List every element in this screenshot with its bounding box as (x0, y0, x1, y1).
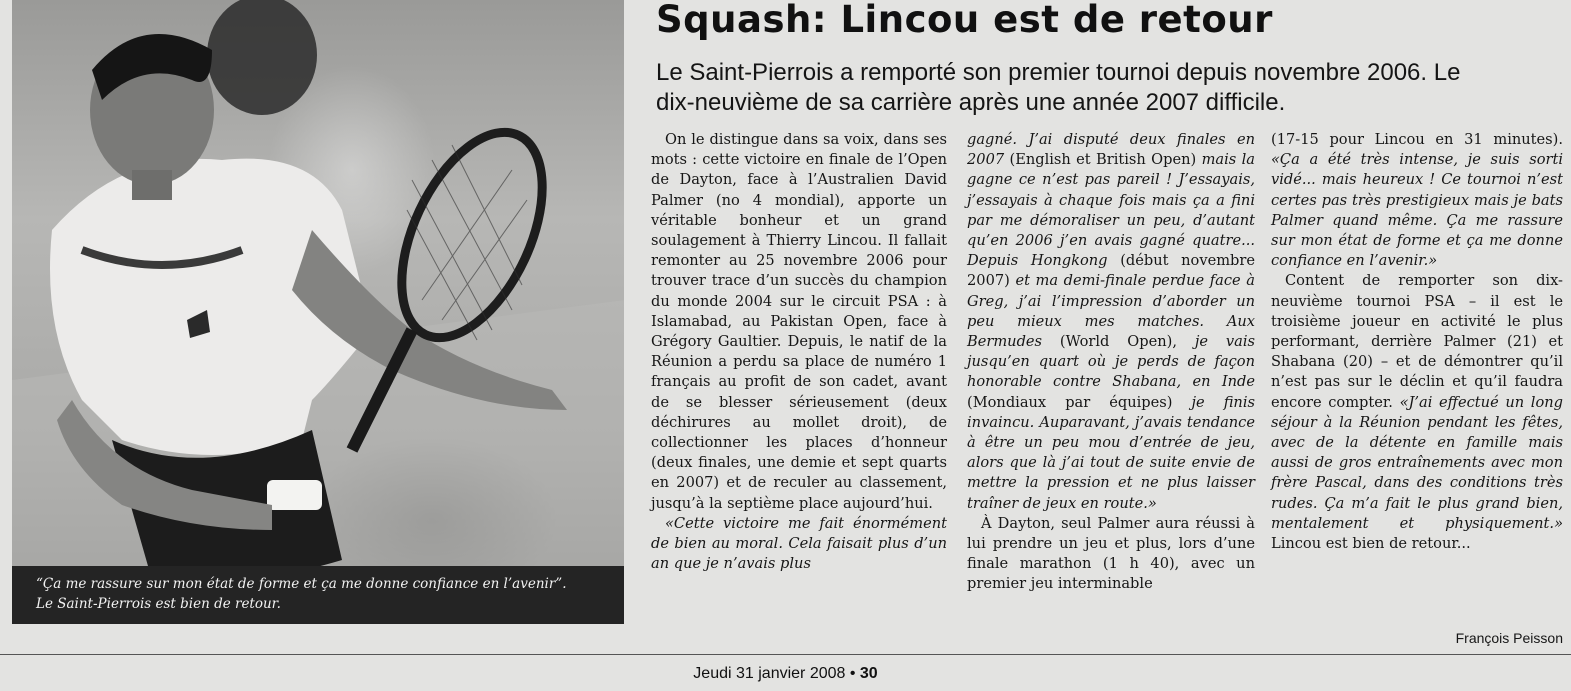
article-photo (12, 0, 624, 624)
article-column-1 (651, 130, 947, 574)
quote-text: mais la gagne ce n’est pas pareil ! J’essayais, j’essayais à chaque fois mais ça a fini par me démoraliser un peu, d’autant qu’en 2006 j’en avais gagné quatre... Depuis Hongkong (967, 151, 1255, 270)
paragraph: À Dayton, seul Palmer aura réussi à lui prendre un jeu et plus, lors d’une finale marathon (1 h 40), avec un premier jeu interminable (967, 514, 1255, 593)
aside-text: (Mondiaux par équipes) (967, 393, 1192, 411)
photo-caption-quote: “Ça me rassure sur mon état de forme et ça me donne confiance en l’avenir”. (36, 576, 567, 592)
paragraph (1271, 271, 1563, 554)
paragraph-quote (651, 514, 947, 575)
article-deck: Le Saint-Pierrois a remporté son premier tournoi depuis novembre 2006. Le dix-neuvième de sa carrière après une année 2007 difficile. (656, 59, 1461, 116)
quote-text: je vais jusqu’en quart où je perds de façon honorable contre Shabana, en Inde (967, 333, 1255, 391)
article-column-2 (967, 130, 1255, 595)
body-text: Lincou est bien de retour... (1271, 535, 1471, 553)
body-text: Content de remporter son dix-neuvième tournoi PSA – il est le troisième joueur en activité le plus performant, derrière Palmer (21) et Shabana (20) – et de démontrer qu’il n’est pas sur le déclin et qu’il faudra encore compter. (1271, 272, 1563, 411)
article-byline: François Peisson (1455, 630, 1563, 646)
aside-text: (début novembre 2007) (967, 252, 1255, 290)
page-footer (0, 665, 1571, 683)
quote-text: gagné. J’ai disputé deux finales en 2007 (967, 131, 1255, 169)
aside-text: (English et British Open) (1004, 151, 1202, 169)
paragraph-quote-continued (967, 130, 1255, 514)
paragraph: On le distingue dans sa voix, dans ses mots : cette victoire en finale de l’Open de Dayton, face à l’Australien David Palmer (no 4 mondial), apporte un véritable bonheur et un grand soulagement à Thierry Lincou. Il fallait remonter au 25 novembre 2006 pour trouver trace d’un succès du champion du monde 2004 sur le circuit PSA : à Islamabad, au Pakistan Open, face à Grégory Gaultier. Depuis, le natif de la Réunion a perdu sa place de numéro 1 français au profit de son cadet, avant de se blesser sérieusement (deux déchirures au mollet droit), de collectionner les places d’honneur (deux finales, une demie et sept quarts en 2007) et de reculer au classement, jusqu’à la septième place aujourd’hui. (651, 131, 947, 512)
article-headline: Squash: Lincou est de retour (656, 0, 1273, 41)
footer-date: Jeudi 31 janvier 2008 • (693, 665, 856, 682)
show-through-text (630, 0, 650, 620)
aside-text: (17-15 pour Lincou en 31 minutes). (1271, 131, 1563, 148)
article-column-3 (1271, 130, 1563, 554)
photo-caption-text: Le Saint-Pierrois est bien de retour. (36, 596, 281, 612)
footer-divider (0, 654, 1571, 655)
squash-player-illustration (12, 0, 624, 624)
quote-text: «J’ai effectué un long séjour à la Réunion pendant les fêtes, avec de la détente en famille mais aussi de gros entraînements avec mon frère Pascal, dans des conditions très rudes. Ça m’a fait le plus grand bien, mentalement et physiquement.» (1271, 393, 1563, 532)
quote-text: et ma demi-finale perdue face à Greg, j’ai l’impression d’aborder un peu mieux mes matches. Aux Bermudes (967, 272, 1255, 351)
photo-caption (12, 566, 624, 624)
quote-text: «Ça a été très intense, je suis sorti vidé... mais heureux ! Ce tournoi n’est certes pas très prestigieux mais je bats Palmer quand même. Ça me rassure sur mon état de forme et ça me donne confiance en l’avenir.» (1271, 151, 1563, 270)
page-number: 30 (859, 665, 878, 682)
aside-text: (World Open), (1042, 333, 1195, 351)
quote-text: «Cette victoire me fait énormément de bien au moral. Cela faisait plus d’un an que je n’avais plus (651, 514, 947, 573)
quote-text: je finis invaincu. Auparavant, j’avais tendance à être un peu mou d’entrée de jeu, alors que là j’ai tout de suite envie de mettre la pression et ne plus laisser traîner de jeux en route.» (967, 393, 1255, 512)
paragraph (1271, 130, 1563, 271)
